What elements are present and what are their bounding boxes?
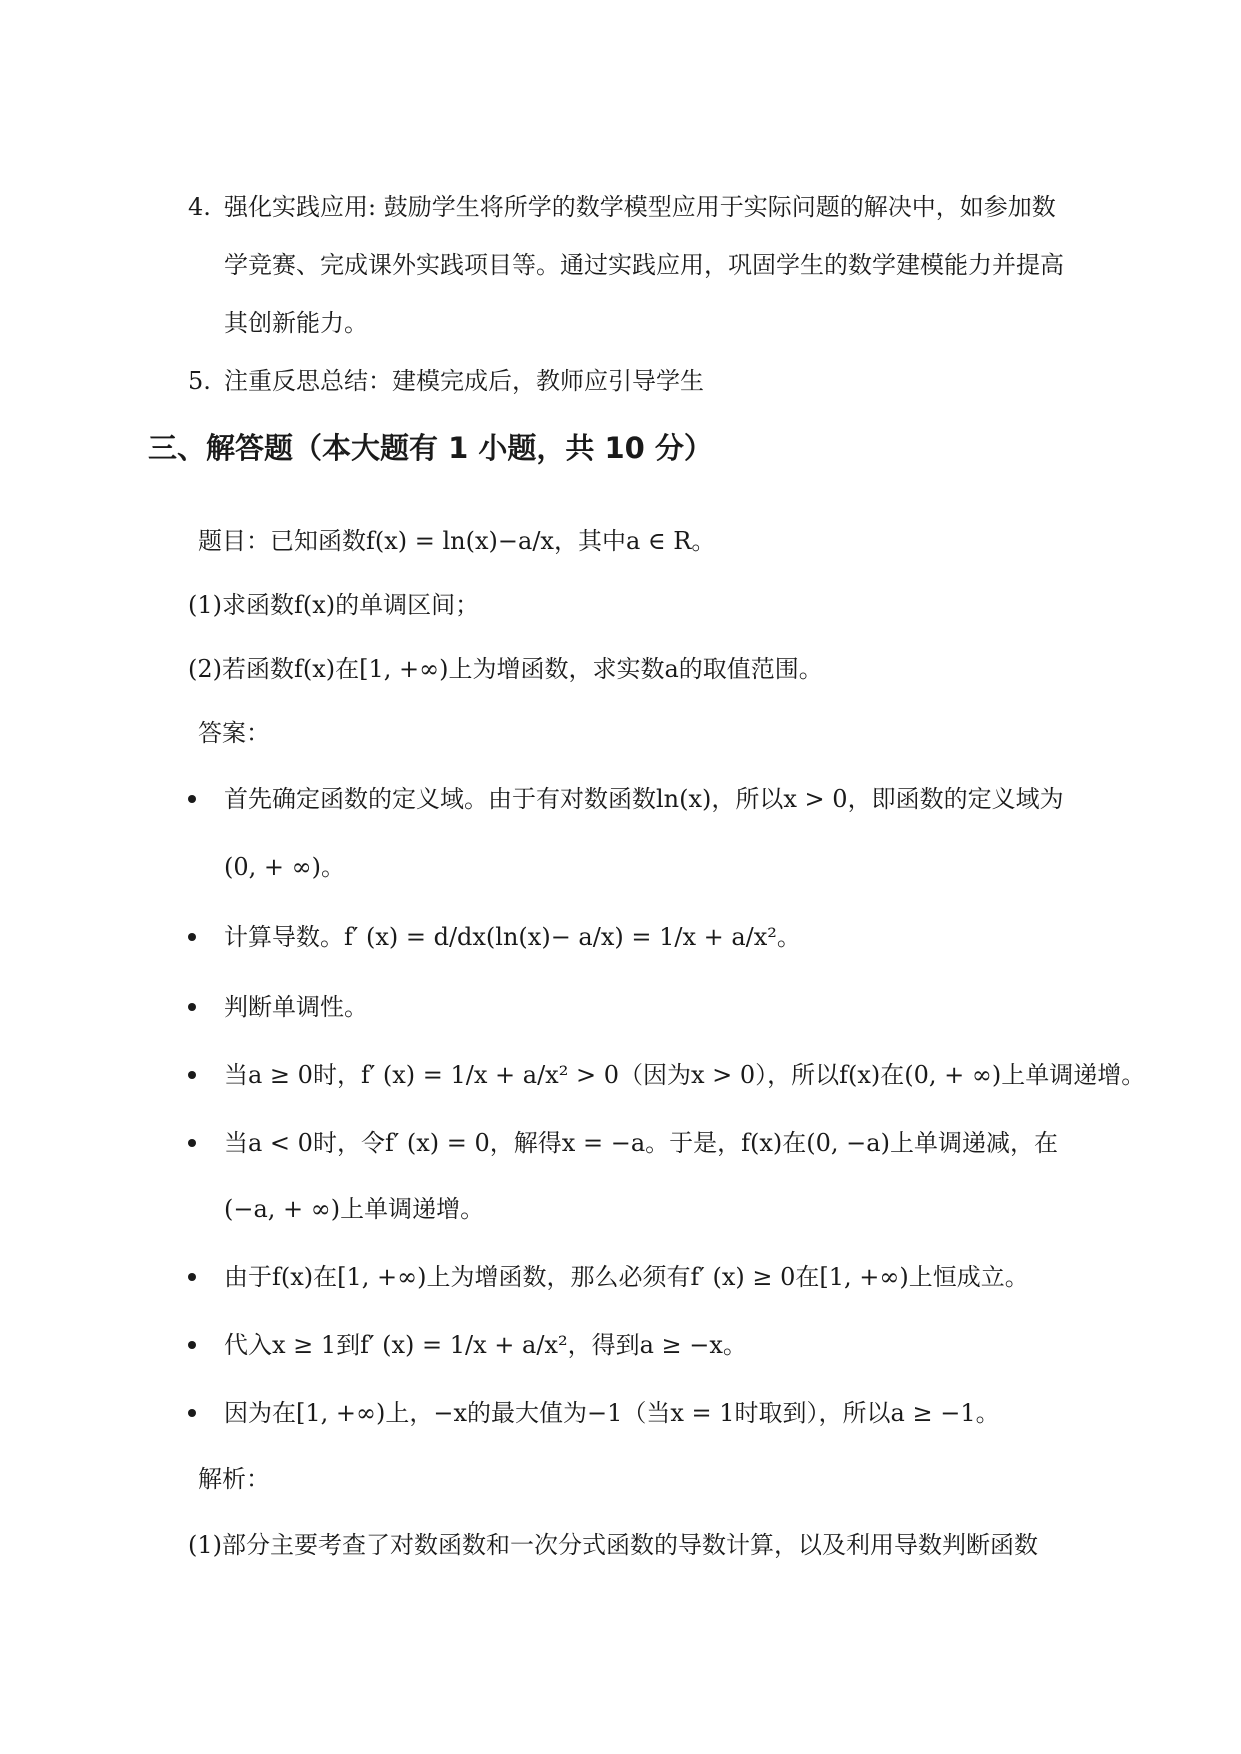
bullet-dot [188,1071,196,1079]
bullet-text: 当a ≥ 0时，f′ (x) = 1/x + a/x² > 0（因为x > 0），所以f(x)在(0, + ∞)上单调递增。 [224,1061,1146,1089]
bullet-dot [188,1003,196,1011]
question-part2: (2)若函数f(x)在[1, +∞)上为增函数，求实数a的取值范围。 [188,655,823,683]
bullet-text: (0, + ∞)。 [224,853,345,881]
bullet-text: 代入x ≥ 1到f′ (x) = 1/x + a/x²，得到a ≥ −x。 [224,1331,747,1359]
question-part1: (1)求函数f(x)的单调区间； [188,591,480,619]
bullet-dot [188,1139,196,1147]
bullet-dot [188,933,196,941]
bullet-dot [188,1409,196,1417]
bullet-text: 由于f(x)在[1, +∞)上为增函数，那么必须有f′ (x) ≥ 0在[1, +∞)上恒成立。 [224,1263,1029,1291]
item-number: 4. [188,193,211,221]
bullet-dot [188,1273,196,1281]
section-heading: 三、解答题（本大题有 1 小题，共 10 分） [148,431,713,465]
bullet-text: (−a, + ∞)上单调递增。 [224,1195,485,1223]
analysis-text: (1)部分主要考查了对数函数和一次分式函数的导数计算，以及利用导数判断函数 [188,1531,1038,1559]
bullet-text: 因为在[1, +∞)上，−x的最大值为−1（当x = 1时取到），所以a ≥ −1。 [224,1399,1000,1427]
bullet-text: 当a < 0时，令f′ (x) = 0，解得x = −a。于是，f(x)在(0, −a)上单调递减，在 [224,1129,1058,1157]
item-text: 注重反思总结：建模完成后，教师应引导学生 [224,367,704,395]
bullet-text: 首先确定函数的定义域。由于有对数函数ln(x)，所以x > 0，即函数的定义域为 [224,785,1064,813]
answer-label: 答案： [198,719,270,747]
item-text: 强化实践应用: 鼓励学生将所学的数学模型应用于实际问题的解决中，如参加数 [224,193,1056,221]
item-text: 其创新能力。 [224,309,368,337]
item-number: 5. [188,367,211,395]
bullet-dot [188,795,196,803]
bullet-dot [188,1341,196,1349]
question-prompt: 题目：已知函数f(x) = ln(x)−a/x，其中a ∈ R。 [198,527,716,555]
item-text: 学竞赛、完成课外实践项目等。通过实践应用，巩固学生的数学建模能力并提高 [224,251,1064,279]
bullet-text: 计算导数。f′ (x) = d/dx(ln(x)− a/x) = 1/x + a/x²。 [224,923,801,951]
bullet-text: 判断单调性。 [224,993,368,1021]
analysis-label: 解析： [198,1465,270,1493]
